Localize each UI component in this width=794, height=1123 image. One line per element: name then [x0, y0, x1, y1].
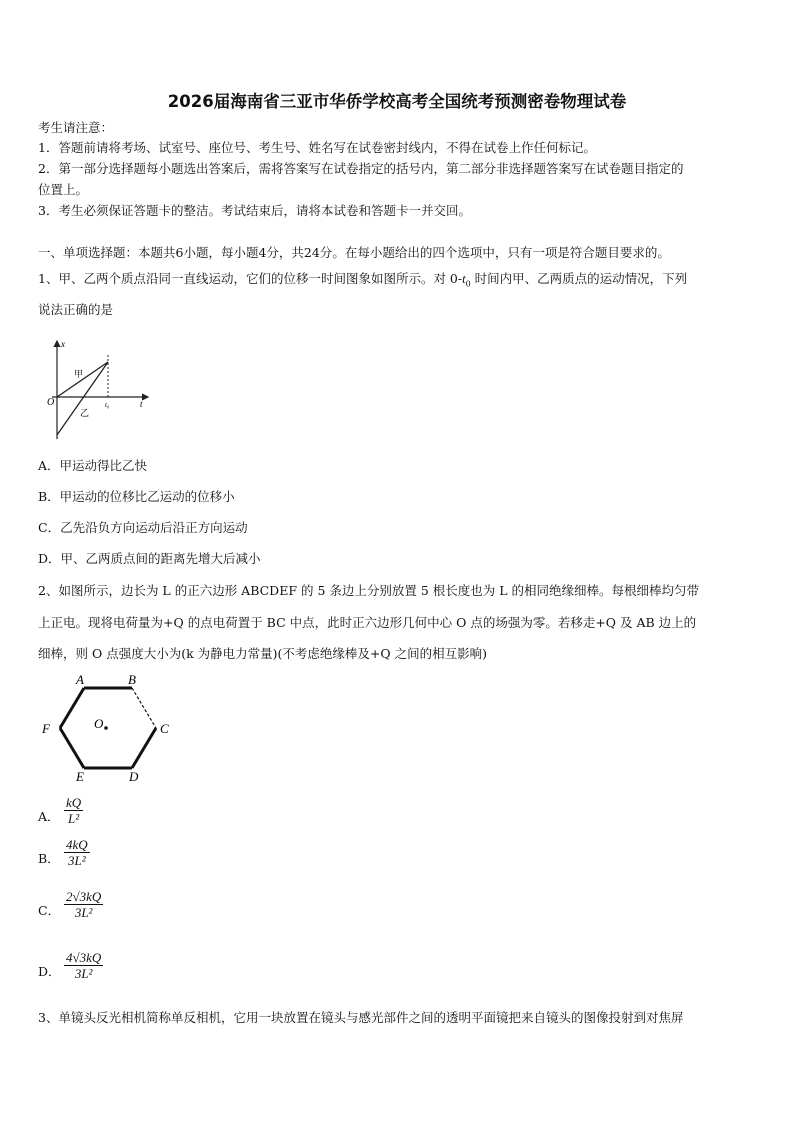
vertex-label-e: E — [76, 769, 84, 784]
option-c-label: C． — [38, 903, 61, 918]
t0-symbol: t — [462, 272, 466, 286]
notice-heading: 考生请注意： — [38, 120, 114, 135]
vertex-label-f: F — [42, 721, 50, 736]
option-b: B．甲运动的位移比乙运动的位移小 — [38, 489, 235, 504]
option-b-label: B． — [38, 851, 60, 866]
hexagon-diagram — [36, 670, 176, 786]
denominator: 3L² — [74, 905, 93, 920]
denominator: 3L² — [74, 966, 93, 981]
denominator: 3L² — [68, 853, 86, 868]
option-d-label: D． — [38, 964, 61, 979]
series-b-label: 乙 — [80, 408, 90, 418]
option-d: D．甲、乙两质点间的距离先增大后减小 — [38, 551, 261, 566]
center-point — [104, 726, 108, 730]
displacement-time-graph — [40, 335, 155, 445]
question-2-stem: 细棒，则 O 点强度大小为(k 为静电力常量)(不考虑绝缘棒及+Q 之间的相互影响) — [38, 646, 487, 661]
series-a-line — [57, 362, 108, 397]
option-a-label: A． — [38, 809, 60, 824]
notice-item: 2．第一部分选择题每小题选出答案后，需将答案写在试卷指定的括号内，第二部分非选择题答案写在试卷题目指定的 — [38, 161, 684, 176]
denominator: L² — [68, 811, 80, 826]
question-3-stem: 3、单镜头反光相机简称单反相机，它用一块放置在镜头与感光部件之间的透明平面镜把来自镜头的图像投射到对焦屏 — [38, 1010, 684, 1025]
center-label-o: O — [94, 716, 104, 731]
option-b-fraction — [64, 837, 90, 868]
vertex-label-c: C — [160, 721, 169, 736]
notice-item: 3．考生必须保证答题卡的整洁。考试结束后，请将本试卷和答题卡一并交回。 — [38, 203, 471, 218]
edge-bc-dashed — [132, 688, 156, 728]
question-2-stem: 2、如图所示，边长为 L 的正六边形 ABCDEF 的 5 条边上分别放置 5 根长度也为 L 的相同绝缘细棒。每根细棒均匀带 — [38, 583, 700, 598]
vertex-label-b: B — [128, 672, 136, 687]
y-axis-label: x — [61, 339, 65, 349]
option-d-fraction — [64, 950, 103, 981]
origin-label: O — [47, 397, 55, 408]
t0-tick-label: t₀ — [105, 401, 110, 409]
option-c-fraction — [64, 889, 103, 920]
numerator: 4kQ — [66, 837, 88, 852]
question-2-stem: 上正电。现将电荷量为+Q 的点电荷置于 BC 中点，此时正六边形几何中心 O 点的场强为零。若移走+Q 及 AB 边上的 — [38, 615, 697, 630]
notice-item: 位置上。 — [38, 182, 89, 197]
page-title: 2026届海南省三亚市华侨学校高考全国统考预测密卷物理试卷 — [167, 92, 627, 111]
option-a-fraction — [64, 795, 83, 826]
rod-cd — [132, 728, 156, 768]
numerator: 2√3kQ — [66, 889, 102, 904]
question-1-text: 时间内甲、乙两质点的运动情况，下列 — [470, 271, 688, 286]
rod-fa — [60, 688, 84, 728]
question-1-text: 1、甲、乙两个质点沿同一直线运动，它们的位移一时间图象如图所示。对 0- — [38, 271, 463, 286]
series-a-label: 甲 — [74, 369, 84, 379]
t0-subscript: 0 — [465, 279, 471, 289]
option-a: A．甲运动得比乙快 — [38, 458, 148, 473]
x-axis-label: t — [140, 399, 143, 409]
notice-item: 1．答题前请将考场、试室号、座位号、考生号、姓名写在试卷密封线内，不得在试卷上作任何标记。 — [38, 140, 596, 155]
question-1-stem-2: 说法正确的是 — [38, 302, 114, 317]
rod-ef — [60, 728, 84, 768]
section-heading: 一、单项选择题：本题共6小题，每小题4分，共24分。在每小题给出的四个选项中，只有一项是符合题目要求的。 — [38, 245, 670, 260]
option-c: C．乙先沿负方向运动后沿正方向运动 — [38, 520, 248, 535]
question-1-stem — [38, 271, 756, 293]
vertex-label-d: D — [129, 769, 139, 784]
numerator: kQ — [66, 795, 82, 810]
numerator: 4√3kQ — [66, 950, 102, 965]
vertex-label-a: A — [76, 672, 84, 687]
